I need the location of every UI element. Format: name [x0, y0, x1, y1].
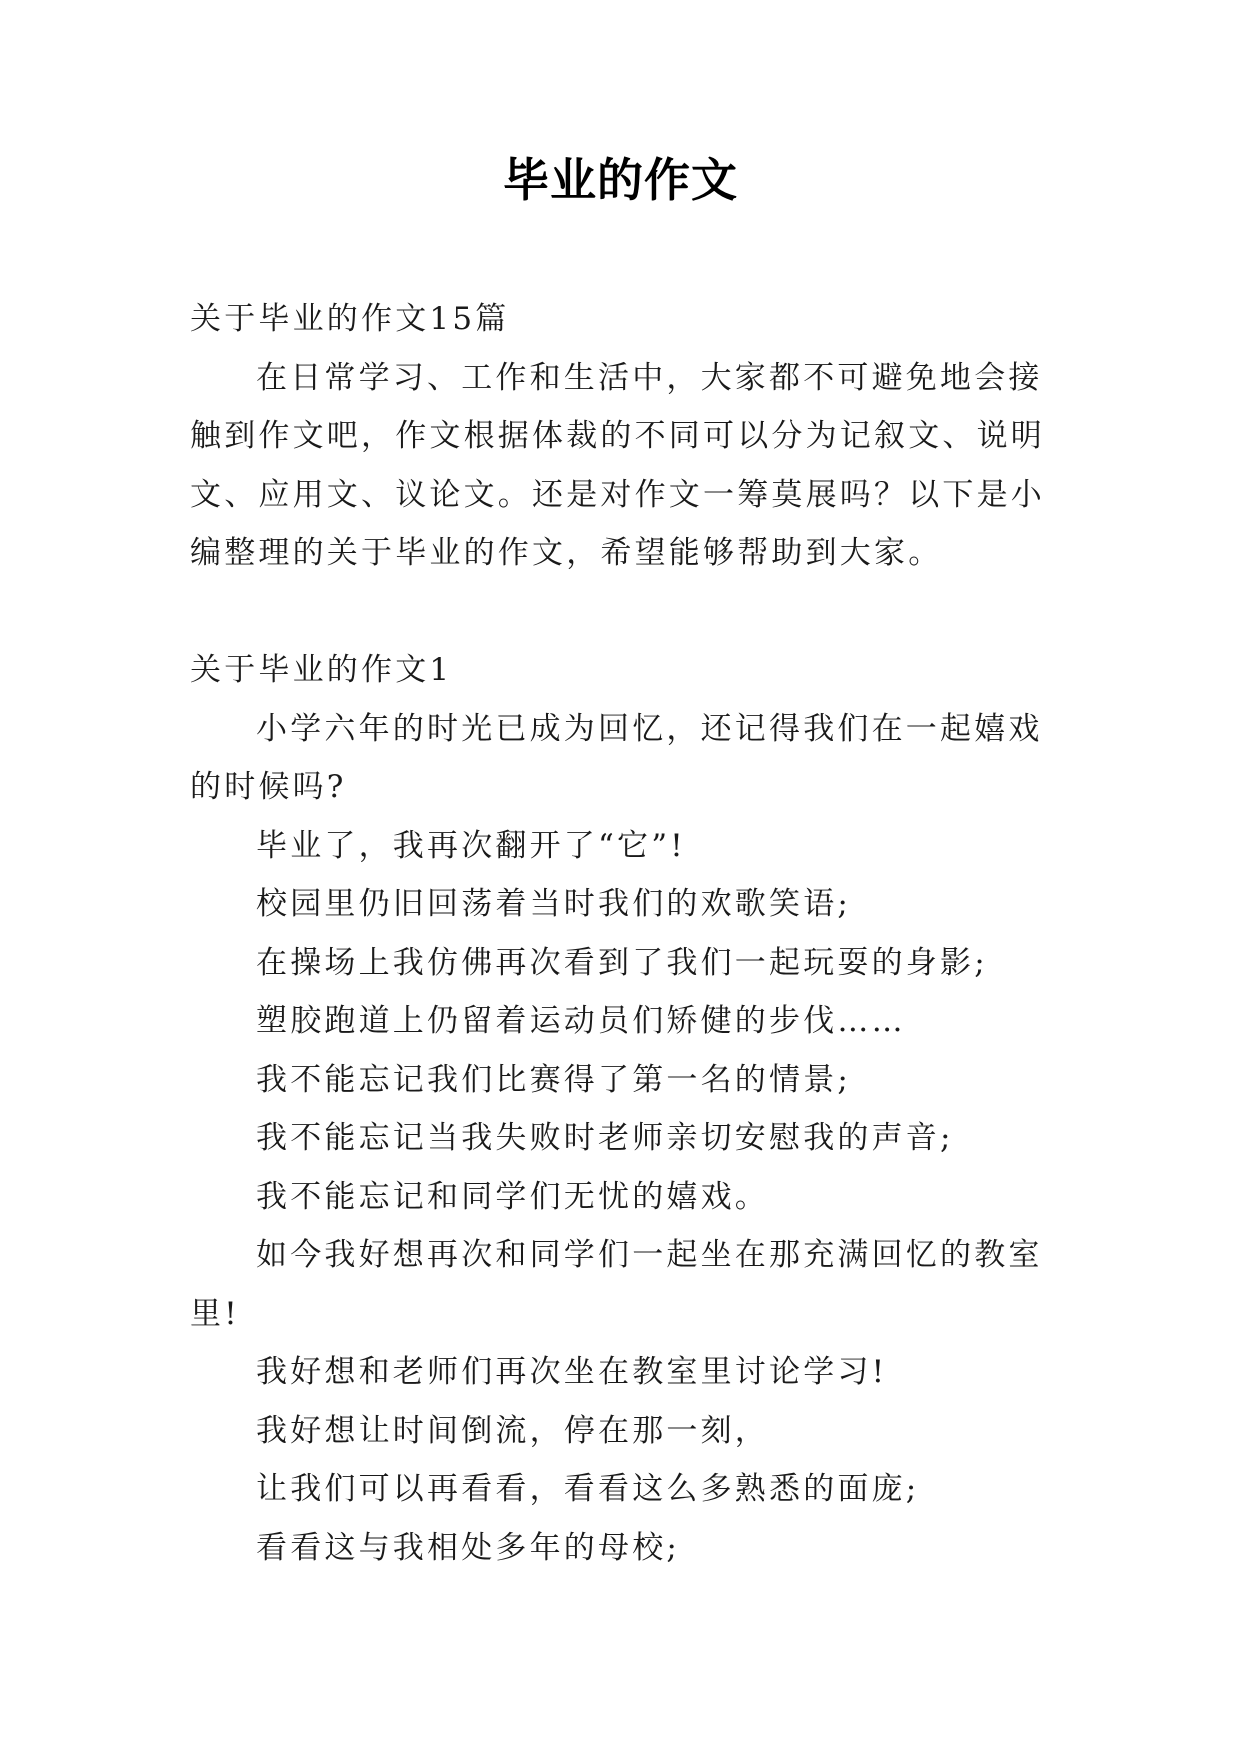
essay-1-paragraph: 我不能忘记当我失败时老师亲切安慰我的声音;	[256, 1120, 954, 1156]
essay-1-paragraph: 在操场上我仿佛再次看到了我们一起玩耍的身影;	[256, 944, 988, 981]
essay-1-paragraph: 小学六年的时光已成为回忆，还记得我们在一起嬉戏的时候吗?	[190, 710, 1043, 805]
essay-1-paragraph: 我好想和老师们再次坐在教室里讨论学习!	[256, 1354, 888, 1390]
essay-1-paragraph: 塑胶跑道上仍留着运动员们矫健的步伐……	[256, 1003, 906, 1039]
essay-1-paragraph: 让我们可以再看看，看看这么多熟悉的面庞;	[256, 1471, 920, 1507]
document-body	[190, 290, 1060, 1577]
section-gap	[190, 583, 1060, 642]
intro-paragraph: 在日常学习、工作和生活中，大家都不可避免地会接触到作文吧，作文根据体裁的不同可以分为记叙文、说明文、应用文、议论文。还是对作文一筹莫展吗？以下是小编整理的关于毕业的作文，希望能够帮助到大家。	[190, 359, 1045, 571]
intro-heading: 关于毕业的作文15篇	[190, 301, 510, 337]
essay-1-paragraph: 如今我好想再次和同学们一起坐在那充满回忆的教室里!	[190, 1237, 1043, 1332]
essay-1-paragraph: 我不能忘记我们比赛得了第一名的情景;	[256, 1061, 852, 1098]
essay-1-paragraph: 我好想让时间倒流，停在那一刻，	[256, 1412, 769, 1449]
essay-1-paragraph: 看看这与我相处多年的母校;	[256, 1529, 681, 1566]
essay-1-paragraph: 我不能忘记和同学们无忧的嬉戏。	[256, 1178, 769, 1215]
document-title: 毕业的作文	[503, 153, 738, 207]
essay-1-paragraph: 毕业了，我再次翻开了“它”!	[256, 827, 686, 864]
essay-1-paragraph: 校园里仍旧回荡着当时我们的欢歌笑语;	[256, 886, 852, 922]
essay-1-heading: 关于毕业的作文1	[190, 652, 453, 688]
